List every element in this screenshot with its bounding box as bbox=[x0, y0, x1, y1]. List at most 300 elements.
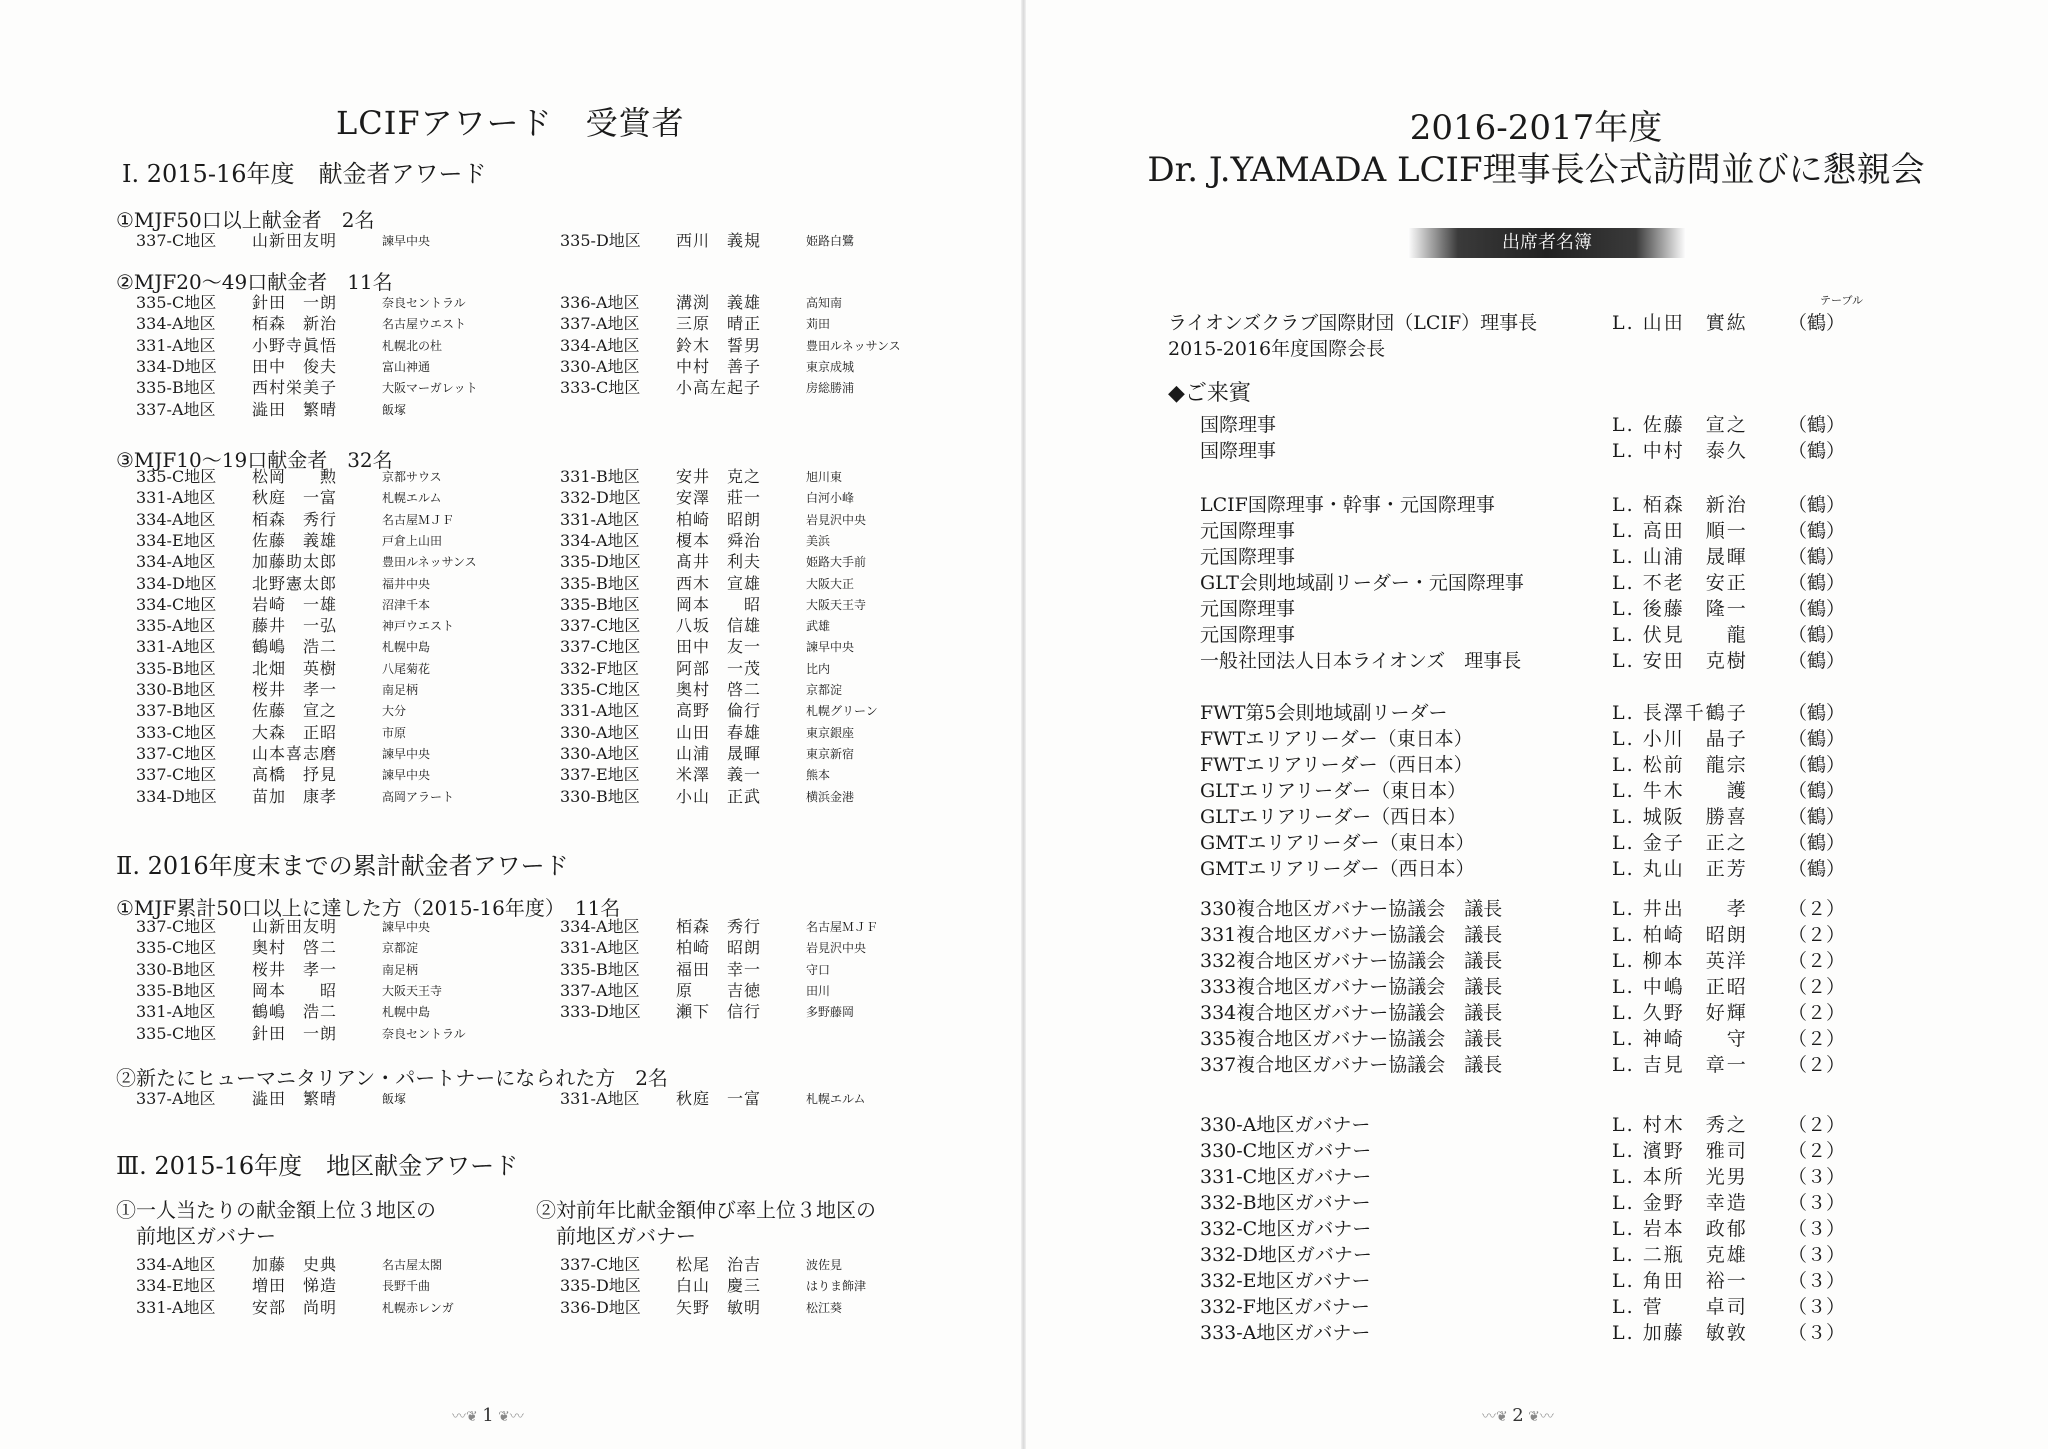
recipient-name-cell: 栢森 秀行 bbox=[252, 509, 338, 529]
district-cell: 335-D地区 bbox=[560, 552, 641, 572]
attendee-table: （３） bbox=[1788, 1322, 1846, 1344]
club-cell: 札幌中島 bbox=[382, 1005, 431, 1020]
attendee-name: L. 濱野 雅司 bbox=[1612, 1140, 1748, 1162]
club-cell: 京都淀 bbox=[382, 941, 419, 956]
club-cell: 田川 bbox=[806, 983, 831, 998]
recipient-name-cell: 大森 正昭 bbox=[252, 722, 338, 742]
attendee-table: （鶴） bbox=[1788, 728, 1846, 750]
district-cell: 336-D地区 bbox=[560, 1297, 641, 1317]
page-right bbox=[1024, 0, 2048, 1449]
recipient-name-cell: 髙井 利夫 bbox=[676, 552, 762, 572]
attendee-table: （鶴） bbox=[1788, 520, 1846, 542]
recipient-name-cell: 三原 晴正 bbox=[676, 314, 762, 334]
recipient-name-cell: 白山 慶三 bbox=[676, 1276, 762, 1296]
group-label-1-2: ②MJF20～49口献金者 11名 bbox=[116, 270, 393, 294]
attendee-name: L. 岩本 政郁 bbox=[1612, 1218, 1748, 1240]
group-label-2-2: ②新たにヒューマニタリアン・パートナーになられた方 2名 bbox=[116, 1066, 668, 1090]
recipient-name-cell: 西木 宣雄 bbox=[676, 573, 762, 593]
attendee-row bbox=[1200, 1190, 1980, 1216]
attendee-role: FWTエリアリーダー（西日本） bbox=[1200, 754, 1473, 776]
recipient-name-cell: 原 吉徳 bbox=[676, 980, 762, 1000]
club-cell: はりま飾津 bbox=[806, 1279, 867, 1294]
attendee-name: L. 山田 實紘 bbox=[1612, 312, 1748, 334]
district-cell: 330-B地区 bbox=[136, 680, 216, 699]
recipient-name-cell: 安部 尚明 bbox=[252, 1297, 338, 1317]
club-cell: 諫早中央 bbox=[806, 640, 855, 655]
attendee-name: L. 後藤 隆一 bbox=[1612, 598, 1748, 620]
club-cell: 守口 bbox=[806, 962, 831, 977]
award-row bbox=[136, 530, 536, 552]
recipient-name-cell: 松尾 治吉 bbox=[676, 1255, 762, 1274]
attendee-role: 331-C地区ガバナー bbox=[1200, 1166, 1372, 1188]
award-row bbox=[136, 487, 536, 509]
district-cell: 331-A地区 bbox=[136, 1297, 216, 1317]
club-cell: 大分 bbox=[382, 704, 407, 719]
attendee-role: 332-F地区ガバナー bbox=[1200, 1296, 1370, 1318]
ornament-icon: ❦〰 bbox=[493, 1409, 524, 1425]
recipient-name-cell: 溝渕 義雄 bbox=[676, 293, 762, 312]
award-row bbox=[560, 292, 960, 314]
recipient-name-cell: 柏崎 昭朗 bbox=[676, 938, 762, 958]
attendee-table: （３） bbox=[1788, 1296, 1846, 1318]
club-cell: 岩見沢中央 bbox=[806, 941, 867, 956]
recipient-name-cell: 榎本 舜治 bbox=[676, 530, 762, 550]
attendee-role: GMTエリアリーダー（西日本） bbox=[1200, 858, 1475, 880]
award-row bbox=[136, 959, 536, 981]
attendee-name: L. 金子 正之 bbox=[1612, 832, 1748, 854]
attendee-row bbox=[1200, 700, 1980, 726]
district-cell: 335-C地区 bbox=[560, 680, 641, 699]
attendee-row bbox=[1200, 1138, 1980, 1164]
club-cell: 飯塚 bbox=[382, 1092, 407, 1106]
club-cell: 札幌グリーン bbox=[806, 704, 878, 719]
award-row bbox=[136, 743, 536, 765]
attendee-row bbox=[1200, 412, 1980, 438]
attendee-row bbox=[1200, 778, 1980, 804]
attendee-name: L. 山浦 晟暉 bbox=[1612, 546, 1748, 568]
award-row bbox=[136, 573, 536, 595]
district-cell: 335-C地区 bbox=[136, 293, 217, 312]
district-cell: 334-D地区 bbox=[136, 573, 217, 593]
recipient-name-cell: 岡本 昭 bbox=[252, 980, 338, 1000]
attendee-row bbox=[1200, 544, 1980, 570]
district-cell: 337-C地区 bbox=[560, 1255, 641, 1274]
club-cell: 岩見沢中央 bbox=[806, 512, 867, 527]
section-heading-1: Ⅰ. 2015-16年度 献金者アワード bbox=[122, 160, 487, 188]
attendee-row bbox=[1200, 1242, 1980, 1268]
district-cell: 333-C地区 bbox=[560, 378, 641, 398]
attendee-row bbox=[1200, 948, 1980, 974]
recipient-name-cell: 矢野 敏明 bbox=[676, 1297, 762, 1317]
attendee-role: 332-D地区ガバナー bbox=[1200, 1244, 1372, 1266]
club-cell: 札幌北の杜 bbox=[382, 338, 443, 353]
recipient-name-cell: 桜井 孝一 bbox=[252, 959, 338, 979]
recipient-name-cell: 苗加 康孝 bbox=[252, 786, 338, 806]
attendee-role: 330-C地区ガバナー bbox=[1200, 1140, 1372, 1162]
district-cell: 334-D地区 bbox=[136, 786, 217, 806]
attendee-role: 元国際理事 bbox=[1200, 624, 1296, 646]
attendee-table: （３） bbox=[1788, 1218, 1846, 1240]
recipient-name-cell: 北野憲太郎 bbox=[252, 573, 338, 593]
award-row bbox=[136, 764, 536, 786]
club-cell: 神戸ウエスト bbox=[382, 619, 455, 634]
award-row bbox=[136, 509, 536, 531]
district-cell: 334-E地区 bbox=[136, 530, 216, 550]
district-cell: 331-B地区 bbox=[560, 467, 640, 486]
district-cell: 334-A地区 bbox=[136, 552, 216, 572]
award-row bbox=[136, 1088, 536, 1110]
attendee-table: （２） bbox=[1788, 950, 1846, 972]
district-cell: 330-B地区 bbox=[136, 959, 216, 979]
attendee-role: GLTエリアリーダー（東日本） bbox=[1200, 780, 1467, 802]
recipient-name-cell: 岩崎 一雄 bbox=[252, 594, 338, 614]
event-title: Dr. J.YAMADA LCIF理事長公式訪問並びに懇親会 bbox=[1147, 150, 1925, 190]
attendee-table: （鶴） bbox=[1788, 624, 1846, 646]
award-row bbox=[136, 1275, 536, 1297]
award-row bbox=[136, 615, 536, 637]
district-cell: 331-A地区 bbox=[560, 938, 640, 958]
recipient-name-cell: 奥村 啓二 bbox=[676, 680, 762, 699]
attendee-name: L. 伏見 龍 bbox=[1612, 624, 1748, 646]
award-row bbox=[560, 573, 960, 595]
attendee-row bbox=[1200, 974, 1980, 1000]
club-cell: 札幌中島 bbox=[382, 640, 431, 655]
club-cell: 沼津千本 bbox=[382, 597, 431, 612]
attendee-table: （鶴） bbox=[1788, 546, 1846, 568]
award-row bbox=[136, 399, 536, 421]
award-row bbox=[560, 743, 960, 765]
club-cell: 名古屋ＭＪＦ bbox=[382, 512, 455, 527]
recipient-name-cell: 鶴嶋 浩二 bbox=[252, 1002, 338, 1022]
recipient-name-cell: 栢森 新治 bbox=[252, 314, 338, 334]
recipient-name-cell: 田中 友一 bbox=[676, 637, 762, 657]
recipient-name-cell: 柏崎 昭朗 bbox=[676, 509, 762, 529]
attendee-role: 332-B地区ガバナー bbox=[1200, 1192, 1371, 1214]
attendee-row bbox=[1200, 1112, 1980, 1138]
recipient-name-cell: 阿部 一茂 bbox=[676, 658, 762, 678]
attendee-role: 335複合地区ガバナー協議会 議長 bbox=[1200, 1028, 1503, 1050]
district-cell: 330-A地区 bbox=[560, 722, 640, 742]
recipient-name-cell: 松岡 勲 bbox=[252, 467, 338, 486]
attendee-role: 330-A地区ガバナー bbox=[1200, 1114, 1371, 1136]
award-row bbox=[560, 916, 960, 938]
award-row bbox=[560, 1297, 960, 1319]
attendee-name: L. 柏崎 昭朗 bbox=[1612, 924, 1748, 946]
attendee-row bbox=[1200, 1000, 1980, 1026]
attendee-name: L. 城阪 勝喜 bbox=[1612, 806, 1748, 828]
club-cell: 東京成城 bbox=[806, 359, 855, 374]
award-row bbox=[136, 292, 536, 314]
recipient-name-cell: 福田 幸一 bbox=[676, 959, 762, 979]
club-cell: 札幌赤レンガ bbox=[382, 1300, 454, 1315]
club-cell: 高知南 bbox=[806, 296, 843, 310]
recipient-name-cell: 澁田 繁晴 bbox=[252, 1089, 338, 1108]
attendee-table: （鶴） bbox=[1788, 806, 1846, 828]
page-title: LCIFアワード 受賞者 bbox=[336, 104, 685, 142]
attendee-name: L. 本所 光男 bbox=[1612, 1166, 1748, 1188]
award-row bbox=[136, 916, 536, 938]
district-cell: 337-C地区 bbox=[560, 616, 641, 636]
recipient-name-cell: 増田 悌造 bbox=[252, 1276, 338, 1296]
district-cell: 335-B地区 bbox=[136, 658, 216, 678]
recipient-name-cell: 西川 義規 bbox=[676, 231, 762, 250]
award-row bbox=[560, 313, 960, 335]
attendee-role: 334複合地区ガバナー協議会 議長 bbox=[1200, 1002, 1503, 1024]
attendee-role: 330複合地区ガバナー協議会 議長 bbox=[1200, 898, 1503, 920]
award-row bbox=[560, 1001, 960, 1023]
club-cell: 大阪天王寺 bbox=[382, 983, 443, 998]
chair-row bbox=[1168, 310, 1968, 336]
recipient-name-cell: 小山 正武 bbox=[676, 786, 762, 806]
attendee-table: （鶴） bbox=[1788, 754, 1846, 776]
page-number-right: 〰❦ 2 ❦〰 bbox=[1482, 1405, 1554, 1426]
award-row bbox=[560, 230, 960, 252]
club-cell: 南足柄 bbox=[382, 962, 419, 977]
club-cell: 高岡アラート bbox=[382, 789, 455, 804]
district-cell: 331-A地区 bbox=[560, 701, 640, 721]
award-row bbox=[560, 594, 960, 616]
recipient-name-cell: 秋庭 一富 bbox=[252, 488, 338, 508]
club-cell: 奈良セントラル bbox=[382, 296, 466, 310]
recipient-name-cell: 岡本 昭 bbox=[676, 594, 762, 614]
club-cell: 札幌エルム bbox=[806, 1092, 866, 1106]
district-cell: 334-A地区 bbox=[560, 530, 640, 550]
award-row bbox=[560, 615, 960, 637]
district-cell: 331-A地区 bbox=[136, 335, 216, 355]
award-row bbox=[136, 466, 536, 488]
district-cell: 336-A地区 bbox=[560, 293, 640, 312]
award-row bbox=[136, 335, 536, 357]
group-label-3-2: ②対前年比献金額伸び率上位３地区の bbox=[536, 1198, 876, 1222]
club-cell: 京都サウス bbox=[382, 470, 442, 484]
club-cell: 横浜金港 bbox=[806, 789, 855, 804]
attendee-table: （２） bbox=[1788, 1140, 1846, 1162]
award-row bbox=[560, 980, 960, 1002]
award-row bbox=[136, 230, 536, 252]
attendee-table: （鶴） bbox=[1788, 858, 1846, 880]
award-row bbox=[560, 377, 960, 399]
recipient-name-cell: 鶴嶋 浩二 bbox=[252, 637, 338, 657]
district-cell: 331-A地区 bbox=[136, 1002, 216, 1022]
attendee-role: 一般社団法人日本ライオンズ 理事長 bbox=[1200, 650, 1522, 672]
club-cell: 名古屋ＭＪＦ bbox=[806, 920, 879, 934]
district-cell: 335-C地区 bbox=[136, 1023, 217, 1043]
club-cell: 戸倉上山田 bbox=[382, 533, 443, 548]
attendee-table: （鶴） bbox=[1788, 702, 1846, 724]
attendee-row bbox=[1200, 1216, 1980, 1242]
district-cell: 335-B地区 bbox=[136, 378, 216, 398]
award-row bbox=[136, 636, 536, 658]
district-cell: 330-A地区 bbox=[560, 743, 640, 763]
district-cell: 330-B地区 bbox=[560, 786, 640, 806]
guests-heading: ◆ご来賓 bbox=[1168, 381, 1251, 406]
recipient-name-cell: 加藤助太郎 bbox=[252, 552, 338, 572]
award-row bbox=[560, 551, 960, 573]
group-label-1-1: ①MJF50口以上献金者 2名 bbox=[116, 208, 375, 232]
club-cell: 大阪マーガレット bbox=[382, 381, 478, 396]
attendee-role: LCIF国際理事・幹事・元国際理事 bbox=[1200, 494, 1495, 516]
club-cell: 松江葵 bbox=[806, 1300, 843, 1315]
attendee-role: FWT第5会則地域副リーダー bbox=[1200, 702, 1448, 724]
club-cell: 諫早中央 bbox=[382, 234, 431, 248]
attendee-role: 333複合地区ガバナー協議会 議長 bbox=[1200, 976, 1503, 998]
section-heading-2: Ⅱ. 2016年度末までの累計献金者アワード bbox=[116, 852, 569, 880]
district-cell: 337-C地区 bbox=[560, 637, 641, 657]
attendee-role: 国際理事 bbox=[1200, 440, 1277, 462]
attendee-row bbox=[1200, 1164, 1980, 1190]
club-cell: 奈良セントラル bbox=[382, 1026, 466, 1041]
award-row bbox=[136, 980, 536, 1002]
recipient-name-cell: 佐藤 宣之 bbox=[252, 701, 338, 721]
recipient-name-cell: 山新田友明 bbox=[252, 917, 338, 936]
recipient-name-cell: 澁田 繁晴 bbox=[252, 399, 338, 419]
table-column-header: テーブル bbox=[1820, 294, 1864, 307]
recipient-name-cell: 藤井 一弘 bbox=[252, 616, 338, 636]
award-row bbox=[136, 700, 536, 722]
recipient-name-cell: 加藤 史典 bbox=[252, 1255, 338, 1274]
award-row bbox=[136, 356, 536, 378]
attendee-table: （３） bbox=[1788, 1166, 1846, 1188]
district-cell: 335-B地区 bbox=[136, 980, 216, 1000]
district-cell: 335-A地区 bbox=[136, 616, 216, 636]
club-cell: 京都淀 bbox=[806, 683, 843, 697]
attendee-row bbox=[1200, 752, 1980, 778]
attendee-role: 元国際理事 bbox=[1200, 546, 1296, 568]
attendee-table: （２） bbox=[1788, 898, 1846, 920]
club-cell: 姫路白鷺 bbox=[806, 234, 855, 248]
attendee-row bbox=[1200, 1268, 1980, 1294]
award-row bbox=[136, 594, 536, 616]
attendee-table: （２） bbox=[1788, 976, 1846, 998]
award-row bbox=[560, 356, 960, 378]
attendee-row bbox=[1200, 596, 1980, 622]
attendee-role: 元国際理事 bbox=[1200, 520, 1296, 542]
award-row bbox=[560, 487, 960, 509]
award-row bbox=[560, 1275, 960, 1297]
recipient-name-cell: 小高左起子 bbox=[676, 378, 762, 398]
award-row bbox=[560, 466, 960, 488]
attendee-name: L. 小川 晶子 bbox=[1612, 728, 1748, 750]
district-cell: 335-B地区 bbox=[560, 573, 640, 593]
attendee-role: GLT会則地域副リーダー・元国際理事 bbox=[1200, 572, 1524, 594]
club-cell: 札幌エルム bbox=[382, 491, 442, 506]
district-cell: 334-A地区 bbox=[560, 917, 640, 936]
recipient-name-cell: 安澤 莊一 bbox=[676, 488, 762, 508]
award-row bbox=[560, 1254, 960, 1276]
award-row bbox=[560, 959, 960, 981]
attendee-name: L. 牛木 護 bbox=[1612, 780, 1748, 802]
chair-role-line-2: 2015-2016年度国際会長 bbox=[1168, 338, 1386, 360]
club-cell: 武雄 bbox=[806, 619, 831, 634]
district-cell: 334-A地区 bbox=[136, 1255, 216, 1274]
recipient-name-cell: 瀬下 信行 bbox=[676, 1002, 762, 1022]
attendee-role: ライオンズクラブ国際財団（LCIF）理事長 bbox=[1168, 312, 1538, 334]
district-cell: 333-C地区 bbox=[136, 722, 217, 742]
district-cell: 337-A地区 bbox=[136, 1089, 216, 1108]
attendee-row bbox=[1200, 830, 1980, 856]
attendee-name: L. 菅 卓司 bbox=[1612, 1296, 1748, 1318]
attendee-table: （鶴） bbox=[1788, 832, 1846, 854]
attendee-table: （鶴） bbox=[1788, 572, 1846, 594]
attendee-row bbox=[1200, 622, 1980, 648]
recipient-name-cell: 桜井 孝一 bbox=[252, 680, 338, 699]
club-cell: 東京銀座 bbox=[806, 725, 855, 740]
district-cell: 335-C地区 bbox=[136, 467, 217, 486]
club-cell: 名古屋太閤 bbox=[382, 1258, 443, 1272]
club-cell: 豊田ルネッサンス bbox=[382, 555, 477, 570]
attendee-name: L. 中嶋 正昭 bbox=[1612, 976, 1748, 998]
recipient-name-cell: 秋庭 一富 bbox=[676, 1089, 762, 1108]
attendee-row bbox=[1200, 1320, 1980, 1346]
award-row bbox=[560, 530, 960, 552]
club-cell: 富山神通 bbox=[382, 359, 431, 374]
district-cell: 334-A地区 bbox=[560, 335, 640, 355]
attendee-name: L. 久野 好輝 bbox=[1612, 1002, 1748, 1024]
attendee-row bbox=[1200, 856, 1980, 882]
recipient-name-cell: 高野 倫行 bbox=[676, 701, 762, 721]
district-cell: 331-A地区 bbox=[560, 509, 640, 529]
recipient-name-cell: 安井 克之 bbox=[676, 467, 762, 486]
club-cell: 諫早中央 bbox=[382, 768, 431, 783]
recipient-name-cell: 中村 善子 bbox=[676, 356, 762, 376]
recipient-name-cell: 山田 春雄 bbox=[676, 722, 762, 742]
page-number-left: 〰❦ 1 ❦〰 bbox=[452, 1405, 524, 1426]
group-label-3-1: ①一人当たりの献金額上位３地区の bbox=[116, 1198, 436, 1222]
recipient-name-cell: 針田 一朗 bbox=[252, 1023, 338, 1043]
attendee-name: L. 金野 幸造 bbox=[1612, 1192, 1748, 1214]
award-row bbox=[136, 1023, 536, 1045]
ornament-icon: 〰❦ bbox=[452, 1409, 483, 1425]
attendee-name: L. 長澤千鶴子 bbox=[1612, 702, 1748, 724]
attendee-role: 331複合地区ガバナー協議会 議長 bbox=[1200, 924, 1503, 946]
section-heading-3: Ⅲ. 2015-16年度 地区献金アワード bbox=[116, 1152, 519, 1180]
recipient-name-cell: 栢森 秀行 bbox=[676, 917, 762, 936]
district-cell: 331-A地区 bbox=[136, 488, 216, 508]
attendee-name: L. 井出 孝 bbox=[1612, 898, 1748, 920]
award-row bbox=[136, 313, 536, 335]
award-row bbox=[560, 335, 960, 357]
attendee-row bbox=[1200, 726, 1980, 752]
district-cell: 332-D地区 bbox=[560, 488, 641, 508]
award-row bbox=[560, 658, 960, 680]
attendee-role: 333-A地区ガバナー bbox=[1200, 1322, 1371, 1344]
district-cell: 331-A地区 bbox=[136, 637, 216, 657]
award-row bbox=[560, 786, 960, 808]
recipient-name-cell: 山新田友明 bbox=[252, 231, 338, 250]
recipient-name-cell: 田中 俊夫 bbox=[252, 356, 338, 376]
attendee-row bbox=[1200, 438, 1980, 464]
attendee-name: L. 柳本 英洋 bbox=[1612, 950, 1748, 972]
district-cell: 335-B地区 bbox=[560, 594, 640, 614]
attendee-name: L. 丸山 正芳 bbox=[1612, 858, 1748, 880]
group-label-1-3: ③MJF10～19口献金者 32名 bbox=[116, 448, 393, 472]
group-label-3-2-cont: 前地区ガバナー bbox=[556, 1224, 696, 1248]
district-cell: 337-C地区 bbox=[136, 917, 217, 936]
recipient-name-cell: 八坂 信雄 bbox=[676, 616, 762, 636]
attendee-name: L. 松前 龍宗 bbox=[1612, 754, 1748, 776]
attendee-name: L. 栢森 新治 bbox=[1612, 494, 1748, 516]
attendee-name: L. 加藤 敏敦 bbox=[1612, 1322, 1748, 1344]
recipient-name-cell: 高橋 抒見 bbox=[252, 765, 338, 785]
award-row bbox=[560, 937, 960, 959]
club-cell: 福井中央 bbox=[382, 576, 431, 591]
attendee-table: （２） bbox=[1788, 924, 1846, 946]
attendee-name: L. 佐藤 宣之 bbox=[1612, 414, 1748, 436]
district-cell: 337-B地区 bbox=[136, 701, 216, 721]
award-row bbox=[136, 679, 536, 701]
award-row bbox=[136, 1254, 536, 1276]
district-cell: 335-D地区 bbox=[560, 231, 641, 250]
